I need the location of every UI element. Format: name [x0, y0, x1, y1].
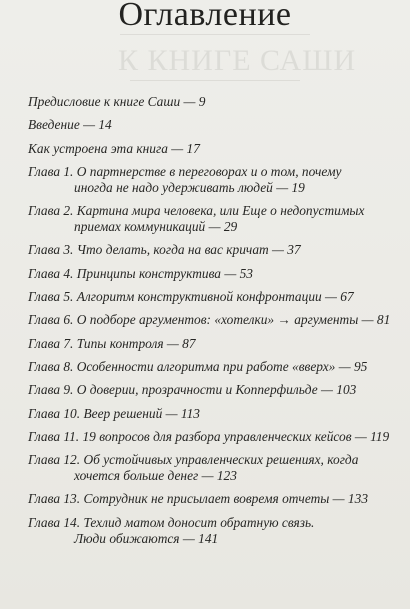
toc-entry: [28, 94, 396, 110]
toc-entry: [28, 382, 396, 398]
toc-line-continuation: приемах коммуникаций — 29: [74, 219, 238, 235]
toc-line: Глава 10. Веер решений — 113: [28, 405, 200, 421]
toc-entry: [28, 429, 396, 445]
toc-entry: [28, 491, 396, 507]
toc-line: Глава 9. О доверии, прозрачности и Копперфильде — 103: [28, 382, 357, 398]
toc-entry: [28, 515, 396, 547]
toc-line: Глава 6. О подборе аргументов: «хотелки» → аргументы — 81: [28, 312, 391, 328]
bleed-through-line: [130, 80, 300, 81]
toc-entry: [28, 359, 396, 375]
toc-entry: [28, 452, 396, 484]
toc-entry: [28, 141, 396, 157]
toc-line: Глава 3. Что делать, когда на вас кричат — 37: [28, 242, 301, 258]
toc-line: Предисловие к книге Саши — 9: [28, 94, 206, 109]
toc-line: Глава 11. 19 вопросов для разбора управленческих кейсов — 119: [28, 428, 390, 444]
toc-entry: [28, 266, 396, 282]
toc-line: Глава 8. Особенности алгоритма при работе «вверх» — 95: [28, 358, 368, 374]
toc-entry: [28, 117, 396, 133]
toc-entry: [28, 203, 396, 235]
toc-line: Глава 14. Техлид матом доносит обратную связь.: [28, 514, 315, 530]
toc-line: Глава 7. Типы контроля — 87: [28, 335, 196, 351]
toc-line-continuation: хочется больше денег — 123: [74, 468, 237, 484]
toc-line: Глава 2. Картина мира человека, или Еще о недопустимых: [28, 203, 365, 219]
toc-line: Глава 13. Сотрудник не присылает вовремя отчеты — 133: [28, 491, 369, 507]
bleed-through-text: К КНИГЕ САШИ: [118, 44, 357, 77]
toc-line: Глава 4. Принципы конструктива — 53: [28, 265, 253, 281]
toc-line: Глава 5. Алгоритм конструктивной конфронтации — 67: [28, 289, 354, 305]
toc-entry: [28, 406, 396, 422]
toc-entry: [28, 312, 396, 328]
toc-line: Глава 1. О партнерстве в переговорах и о том, почему: [28, 163, 342, 179]
page-title: Оглавление: [118, 0, 292, 33]
toc-line: Введение — 14: [28, 117, 112, 133]
toc-line-continuation: Люди обижаются — 141: [74, 530, 219, 546]
toc-line-continuation: иногда не надо удерживать людей — 19: [74, 179, 305, 195]
toc-entry: [28, 289, 396, 305]
toc-line: Глава 12. Об устойчивых управленческих решениях, когда: [28, 452, 359, 468]
toc-entry: [28, 164, 396, 196]
toc-entry: [28, 336, 396, 352]
toc-line: Как устроена эта книга — 17: [28, 140, 200, 156]
table-of-contents: [28, 94, 396, 554]
toc-entry: [28, 242, 396, 258]
bleed-through-line: [120, 34, 310, 35]
